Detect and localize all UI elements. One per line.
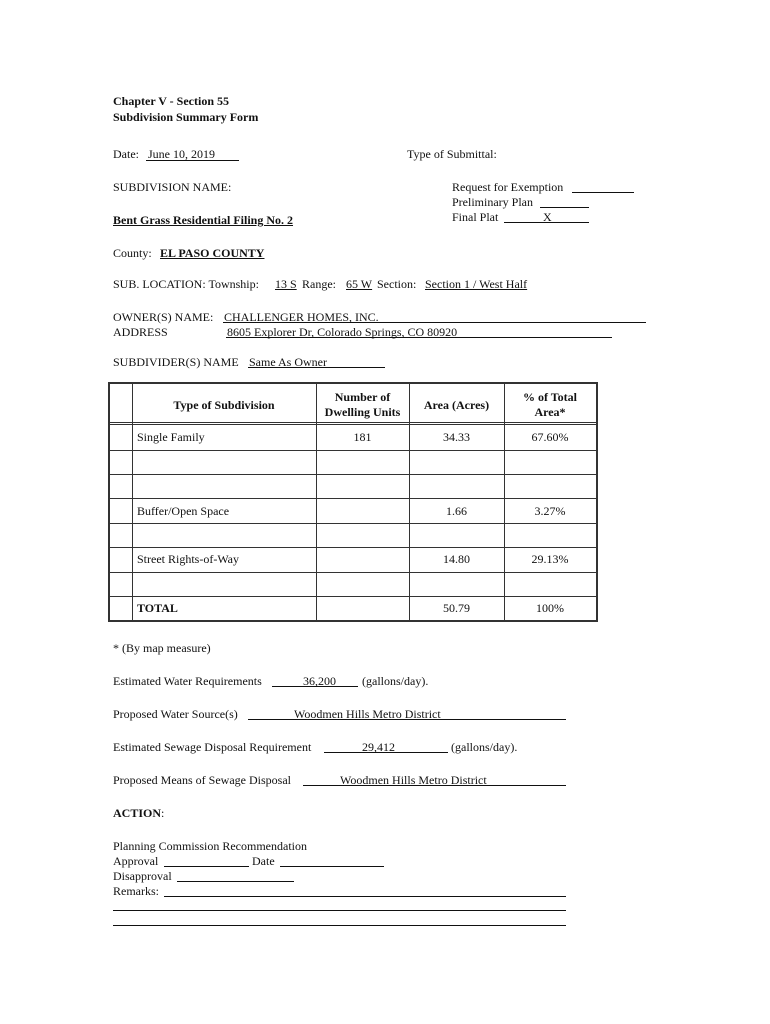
water-req-underline xyxy=(272,686,358,687)
date-underline xyxy=(146,160,239,161)
water-req-value: 36,200 xyxy=(303,674,336,688)
preliminary-underline xyxy=(540,207,589,208)
chapter-heading: Chapter V - Section 55 xyxy=(113,94,230,108)
subdivision-name-label: SUBDIVISION NAME: xyxy=(113,180,232,194)
sewage-means-underline xyxy=(303,785,566,786)
water-source-underline xyxy=(248,719,566,720)
township-value: 13 S xyxy=(275,277,297,291)
row-type-total: TOTAL xyxy=(137,601,178,615)
final-plat-value: X xyxy=(543,210,552,224)
owner-label: OWNER(S) NAME: xyxy=(113,310,214,324)
address-underline xyxy=(226,337,612,338)
remarks-line-3 xyxy=(113,925,566,926)
approval-date-underline xyxy=(280,866,384,867)
disapproval-underline xyxy=(177,881,294,882)
row-area: 1.66 xyxy=(446,504,467,518)
water-req-unit: (gallons/day). xyxy=(362,674,429,688)
water-source-label: Proposed Water Source(s) xyxy=(113,707,238,721)
action-heading-text: ACTION xyxy=(113,806,162,820)
approval-label: Approval xyxy=(113,854,159,868)
footnote: * (By map measure) xyxy=(113,641,211,655)
approval-underline xyxy=(164,866,249,867)
row-area: 14.80 xyxy=(443,552,470,566)
remarks-label: Remarks: xyxy=(113,884,159,898)
row-pct: 3.27% xyxy=(534,504,566,518)
remarks-line-2 xyxy=(113,910,566,911)
submittal-label: Type of Submittal: xyxy=(407,147,497,161)
location-label: SUB. LOCATION: Township: xyxy=(113,277,259,291)
exemption-label: Request for Exemption xyxy=(452,180,564,194)
section-label: Section: xyxy=(377,277,417,291)
sewage-means-value: Woodmen Hills Metro District xyxy=(340,773,487,787)
owner-name: CHALLENGER HOMES, INC. xyxy=(224,310,379,324)
water-req-label: Estimated Water Requirements xyxy=(113,674,262,688)
header-units-line2: Dwelling Units xyxy=(324,405,401,419)
header-pct-line1: % of Total xyxy=(522,390,577,404)
sewage-req-unit: (gallons/day). xyxy=(451,740,518,754)
action-heading xyxy=(113,806,164,820)
remarks-line-1 xyxy=(164,896,566,897)
row-type: Buffer/Open Space xyxy=(137,504,230,518)
date-value: June 10, 2019 xyxy=(148,147,215,161)
approval-date-label: Date xyxy=(252,854,275,868)
subdivider-underline xyxy=(248,367,385,368)
sewage-req-underline xyxy=(324,752,448,753)
address-value: 8605 Explorer Dr, Colorado Springs, CO 80920 xyxy=(227,325,458,339)
row-area: 34.33 xyxy=(443,430,470,444)
row-pct: 29.13% xyxy=(531,552,569,566)
row-pct: 67.60% xyxy=(531,430,569,444)
row-pct-total: 100% xyxy=(536,601,564,615)
county-value: EL PASO COUNTY xyxy=(160,246,265,260)
action-heading-colon: : xyxy=(161,806,165,820)
range-value: 65 W xyxy=(346,277,373,291)
exemption-underline xyxy=(572,192,634,193)
section-value: Section 1 / West Half xyxy=(425,277,528,291)
date-label: Date: xyxy=(113,147,139,161)
recommendation-label: Planning Commission Recommendation xyxy=(113,839,307,853)
sewage-req-label: Estimated Sewage Disposal Requirement xyxy=(113,740,312,754)
sewage-means-label: Proposed Means of Sewage Disposal xyxy=(113,773,291,787)
subdivider-value: Same As Owner xyxy=(249,355,327,369)
sewage-req-value: 29,412 xyxy=(362,740,395,754)
water-source-value: Woodmen Hills Metro District xyxy=(294,707,441,721)
row-type: Street Rights-of-Way xyxy=(137,552,240,566)
range-label: Range: xyxy=(302,277,336,291)
address-label: ADDRESS xyxy=(113,325,168,339)
owner-underline xyxy=(223,322,646,323)
final-plat-label: Final Plat xyxy=(452,210,499,224)
final-plat-underline xyxy=(504,222,589,223)
county-label: County: xyxy=(113,246,152,260)
subdivider-label: SUBDIVIDER(S) NAME xyxy=(113,355,239,369)
subdivision-table xyxy=(108,382,598,622)
row-area-total: 50.79 xyxy=(443,601,470,615)
row-type: Single Family xyxy=(137,430,205,444)
header-pct-line2: Area* xyxy=(534,405,566,419)
subdivision-name: Bent Grass Residential Filing No. 2 xyxy=(113,213,294,227)
preliminary-label: Preliminary Plan xyxy=(452,195,533,209)
form-title: Subdivision Summary Form xyxy=(113,110,259,124)
disapproval-label: Disapproval xyxy=(113,869,172,883)
header-units-line1: Number of xyxy=(334,390,391,404)
row-units: 181 xyxy=(353,430,372,444)
header-type: Type of Subdivision xyxy=(173,398,275,412)
header-area: Area (Acres) xyxy=(423,398,490,412)
